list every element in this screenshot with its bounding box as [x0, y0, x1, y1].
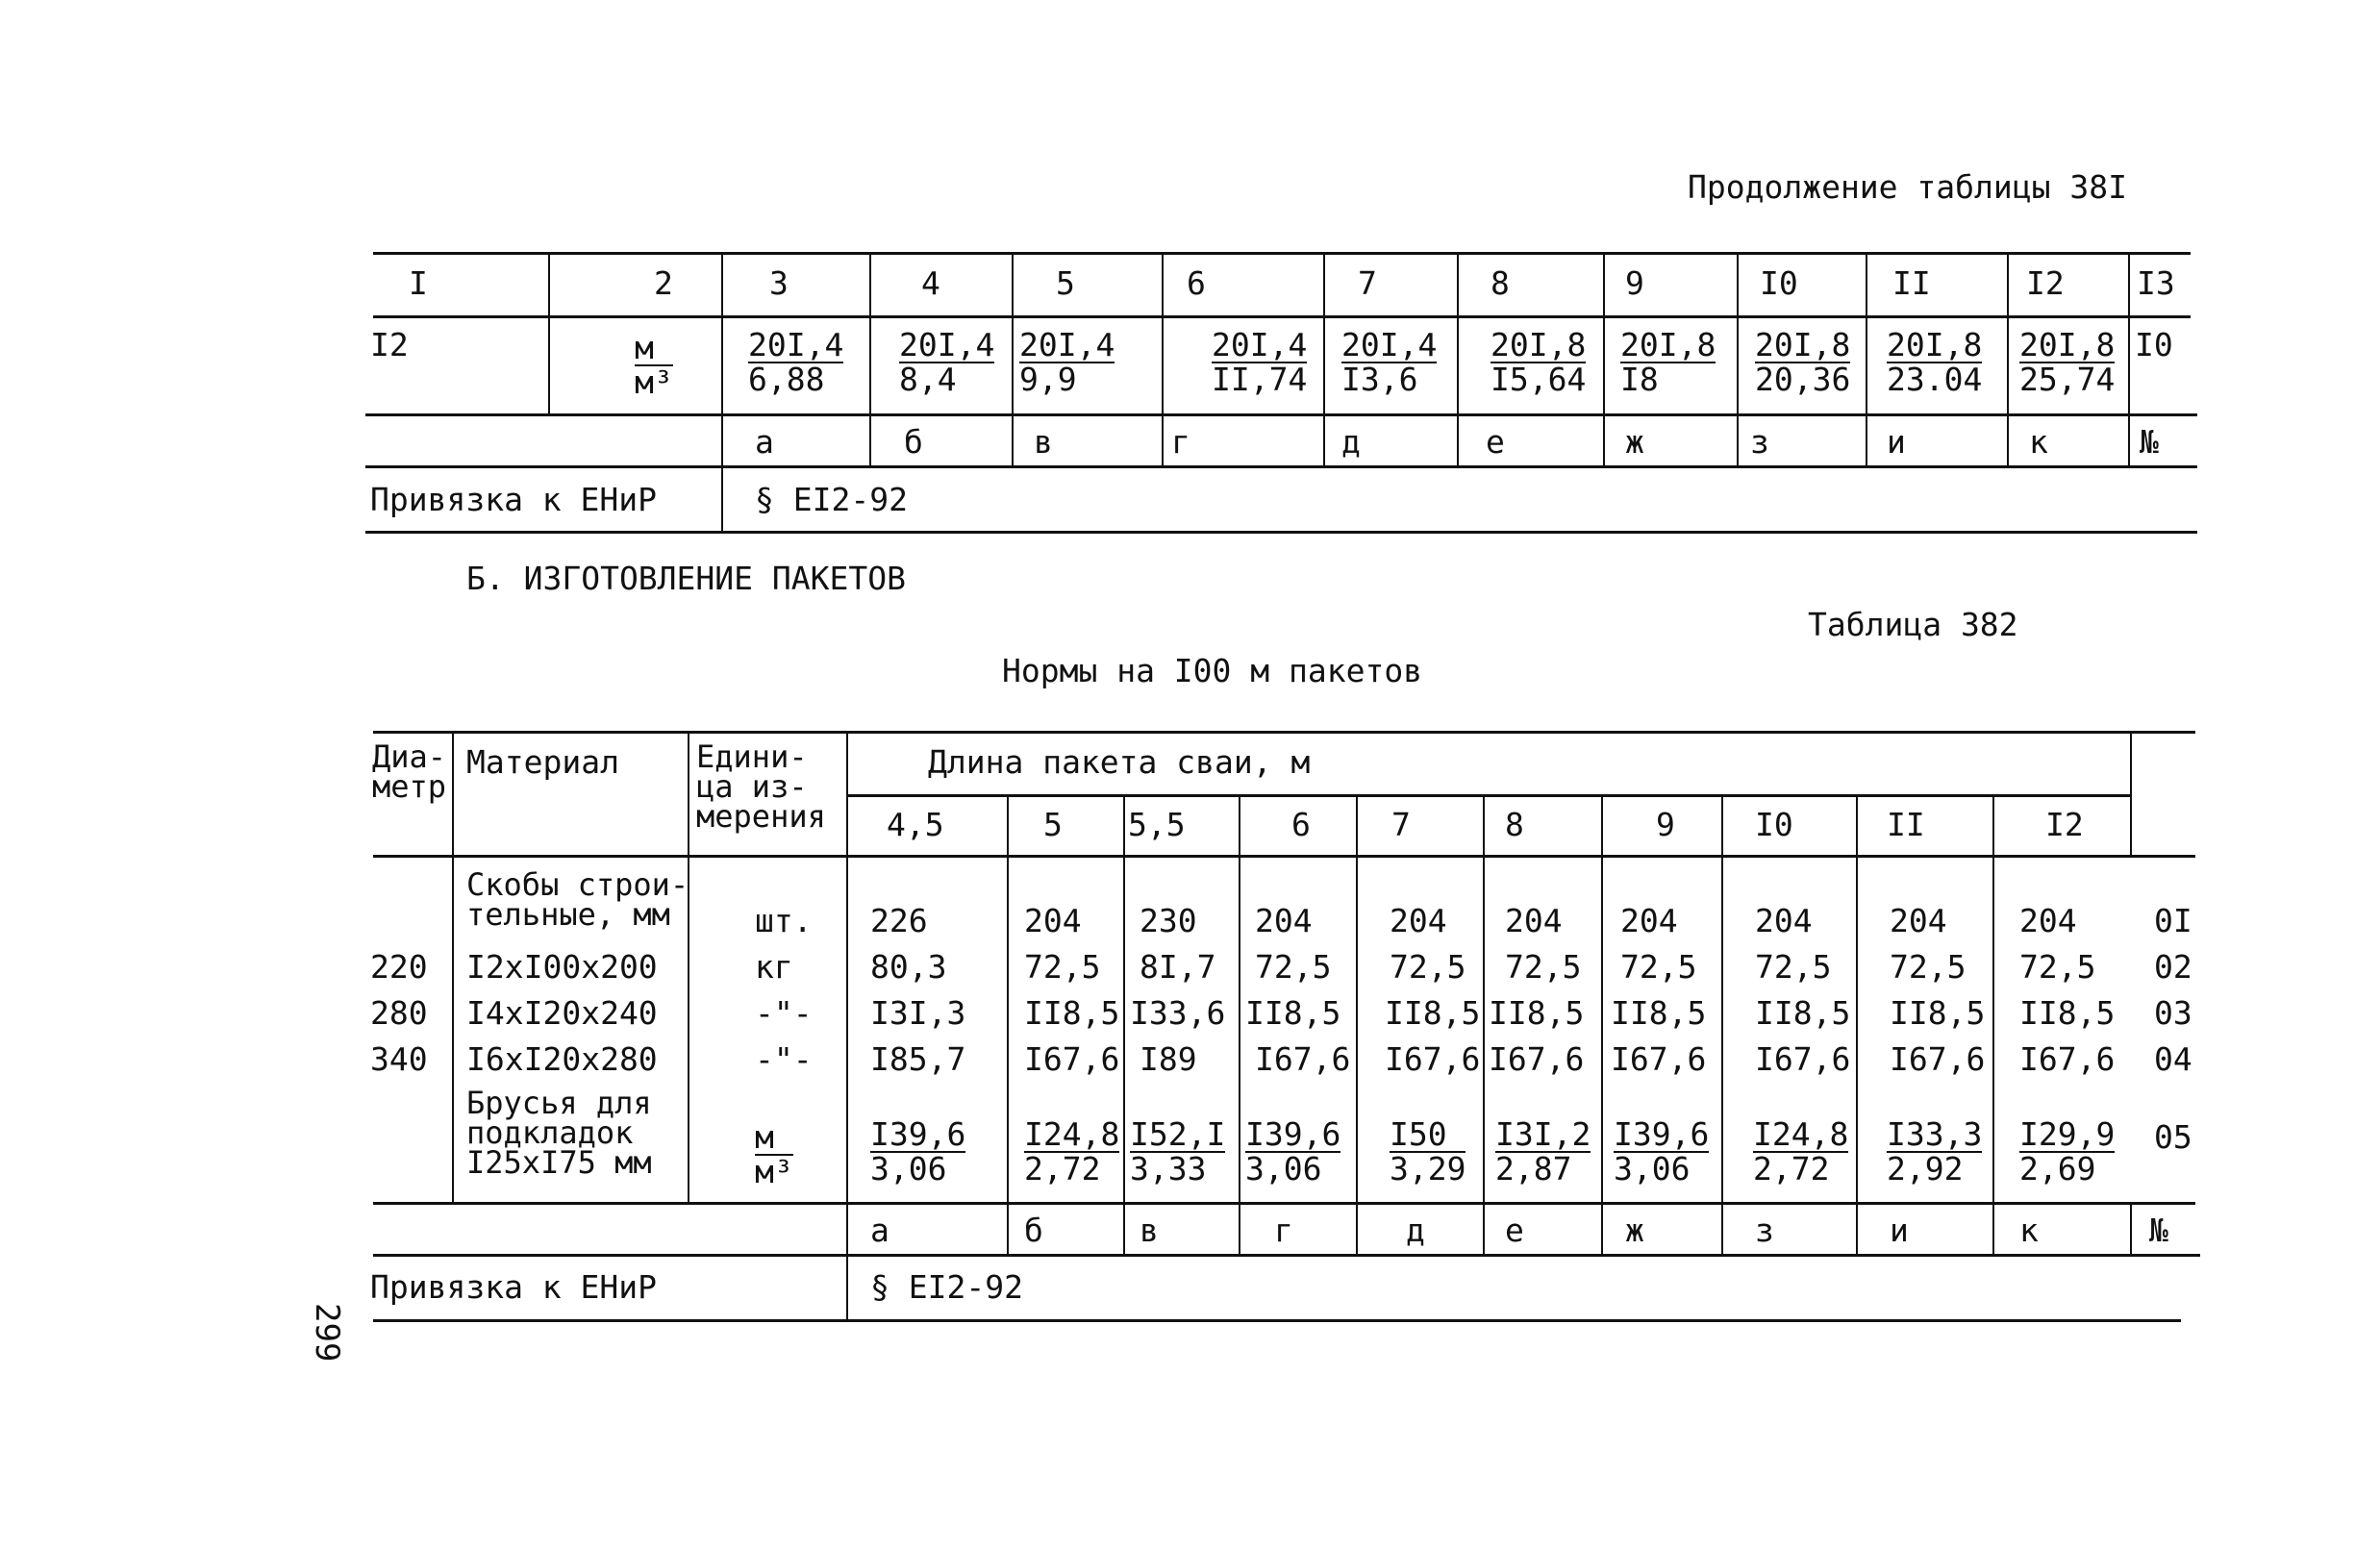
t382-letter: ж	[1625, 1212, 1644, 1249]
t381-value-z: $\frac{20I,8}{20,36}$	[1755, 326, 1851, 398]
t381-header-13: I3	[2137, 264, 2175, 302]
t381-value-e: $\frac{20I,8}{I5,64}$	[1491, 326, 1587, 398]
row-code: 03	[2154, 994, 2192, 1032]
header-unit: Едини- ца из- мерения	[696, 738, 826, 835]
row-value: I85,7	[870, 1040, 966, 1078]
beams-unit-fraction: м м³	[755, 1118, 793, 1190]
beams-value: $\frac{I3I,2}{2,87}$	[1495, 1115, 1591, 1188]
row-value: 204	[2019, 902, 2077, 939]
row-value: I67,6	[1489, 1040, 1585, 1078]
length-col: II	[1887, 806, 1925, 843]
length-col: 4,5	[887, 806, 944, 843]
header-material: Материал	[466, 743, 619, 781]
table-382-title: Таблица 382	[1808, 606, 2018, 643]
row-value: 204	[1255, 902, 1313, 939]
t381-binding-label: Привязка к ЕНиР	[370, 481, 658, 518]
t381-header-12: I2	[2026, 264, 2065, 302]
beams-value: $\frac{I50}{3,29}$	[1390, 1115, 1466, 1188]
length-col: 9	[1656, 806, 1675, 843]
length-col: 8	[1505, 806, 1524, 843]
length-col: I0	[1755, 806, 1793, 843]
row-unit: шт.	[755, 902, 813, 939]
row-value: II8,5	[1024, 994, 1120, 1032]
t381-header-4: 4	[921, 264, 940, 302]
length-col: 6	[1291, 806, 1311, 843]
t381-value-v: $\frac{20I,4}{9,9}$	[1019, 326, 1115, 398]
t381-value-k: $\frac{20I,8}{25,74}$	[2019, 326, 2116, 398]
t382-letter: е	[1505, 1212, 1524, 1249]
t381-header-5: 5	[1056, 264, 1075, 302]
t381-value-zh: $\frac{20I,8}{I8}$	[1620, 326, 1716, 398]
row-value: I67,6	[1024, 1040, 1120, 1078]
page-number: 299	[308, 1303, 346, 1362]
beams-value: $\frac{I39,6}{3,06}$	[1245, 1115, 1341, 1188]
table-382-subtitle: Нормы на I00 м пакетов	[1002, 652, 1423, 689]
row-value: I33,6	[1130, 994, 1226, 1032]
t382-binding-label: Привязка к ЕНиР	[370, 1268, 658, 1306]
t381-letter: в	[1034, 423, 1053, 461]
t381-header-1: I	[409, 264, 428, 302]
section-heading: Б. ИЗГОТОВЛЕНИЕ ПАКЕТОВ	[466, 560, 906, 597]
beams-material: Брусья для подкладок I25xI75 мм	[466, 1085, 652, 1181]
row-value: I67,6	[1611, 1040, 1707, 1078]
t381-value-g: $\frac{20I,4}{II,74}$	[1212, 326, 1308, 398]
t381-row-number: I2	[370, 326, 409, 363]
row-value: 8I,7	[1140, 948, 1216, 986]
beams-value: $\frac{I24,8}{2,72}$	[1024, 1115, 1120, 1188]
row-value: 72,5	[1755, 948, 1832, 986]
unit-numerator: м	[635, 332, 673, 366]
t381-letter: г	[1171, 423, 1190, 461]
row-value: 204	[1390, 902, 1447, 939]
length-col: 5	[1043, 806, 1063, 843]
row-value: 72,5	[1505, 948, 1582, 986]
row-material: Скобы строи- тельные, мм	[466, 866, 689, 933]
t382-letter: з	[1755, 1212, 1774, 1249]
beams-value: $\frac{I39,6}{3,06}$	[870, 1115, 966, 1188]
row-material: I6xI20x280	[466, 1040, 658, 1078]
row-diameter: 340	[370, 1040, 428, 1078]
row-value: I89	[1140, 1040, 1197, 1078]
row-value: 72,5	[1390, 948, 1466, 986]
row-value: 204	[1755, 902, 1813, 939]
t381-letter: б	[904, 423, 923, 461]
row-value: 204	[1505, 902, 1563, 939]
row-value: I67,6	[1255, 1040, 1351, 1078]
t381-letter: а	[755, 423, 774, 461]
t382-letter: №	[2149, 1212, 2168, 1249]
beams-value: $\frac{I24,8}{2,72}$	[1753, 1115, 1849, 1188]
row-value: II8,5	[1245, 994, 1341, 1032]
t382-letter: к	[2019, 1212, 2039, 1249]
t381-last-value: I0	[2135, 326, 2173, 363]
t381-letter: ж	[1625, 423, 1644, 461]
table-381-caption: Продолжение таблицы 38I	[1688, 168, 2127, 206]
row-diameter: 220	[370, 948, 428, 986]
row-value: II8,5	[1755, 994, 1851, 1032]
length-col: 7	[1391, 806, 1411, 843]
header-diameter: Диа- метр	[372, 738, 447, 805]
length-col: I2	[2045, 806, 2084, 843]
row-code: 0I	[2154, 902, 2192, 939]
row-value: II8,5	[1611, 994, 1707, 1032]
t382-letter: д	[1406, 1212, 1425, 1249]
t381-header-2: 2	[654, 264, 673, 302]
row-value: I67,6	[2019, 1040, 2116, 1078]
row-value: 80,3	[870, 948, 947, 986]
t381-letter: д	[1341, 423, 1361, 461]
t381-value-d: $\frac{20I,4}{I3,6}$	[1341, 326, 1438, 398]
t381-letter: и	[1887, 423, 1906, 461]
header-pile-length: Длина пакета сваи, м	[928, 743, 1311, 781]
row-value: 230	[1140, 902, 1197, 939]
row-value: II8,5	[1489, 994, 1585, 1032]
t381-letter: е	[1486, 423, 1505, 461]
row-value: 204	[1620, 902, 1678, 939]
row-code: 04	[2154, 1040, 2192, 1078]
row-value: I67,6	[1755, 1040, 1851, 1078]
t382-letter: б	[1024, 1212, 1043, 1249]
unit-denominator: м³	[635, 363, 673, 401]
beams-value: $\frac{I52,I}{3,33}$	[1130, 1115, 1226, 1188]
t381-header-3: 3	[769, 264, 789, 302]
t381-header-11: II	[1892, 264, 1931, 302]
row-value: 72,5	[1620, 948, 1697, 986]
row-value: I67,6	[1890, 1040, 1986, 1078]
t382-letter: а	[870, 1212, 889, 1249]
t381-value-b: $\frac{20I,4}{8,4}$	[899, 326, 995, 398]
t382-letter: г	[1274, 1212, 1293, 1249]
row-value: II8,5	[1385, 994, 1481, 1032]
beams-value: $\frac{I33,3}{2,92}$	[1887, 1115, 1983, 1188]
t381-value-a: $\frac{20I,4}{6,88}$	[748, 326, 844, 398]
row-code: 02	[2154, 948, 2192, 986]
row-unit: -"-	[755, 994, 813, 1032]
row-value: II8,5	[2019, 994, 2116, 1032]
beams-value: $\frac{I29,9}{2,69}$	[2019, 1115, 2116, 1188]
row-material: I4xI20x240	[466, 994, 658, 1032]
length-col: 5,5	[1128, 806, 1186, 843]
t382-letter: в	[1140, 1212, 1159, 1249]
row-value: I67,6	[1385, 1040, 1481, 1078]
t381-header-7: 7	[1358, 264, 1377, 302]
t382-binding-value: § EI2-92	[870, 1268, 1023, 1306]
row-value: 72,5	[1255, 948, 1332, 986]
row-value: 204	[1024, 902, 1082, 939]
t381-letter: з	[1750, 423, 1769, 461]
t381-value-i: $\frac{20I,8}{23.04}$	[1887, 326, 1983, 398]
t381-unit-fraction	[635, 329, 673, 401]
row-value: 72,5	[2019, 948, 2096, 986]
t381-header-9: 9	[1625, 264, 1644, 302]
row-diameter: 280	[370, 994, 428, 1032]
row-value: I3I,3	[870, 994, 966, 1032]
t381-header-10: I0	[1760, 264, 1798, 302]
t381-header-8: 8	[1491, 264, 1510, 302]
t381-letter: №	[2140, 423, 2159, 461]
t381-header-6: 6	[1187, 264, 1206, 302]
row-unit: -"-	[755, 1040, 813, 1078]
row-value: 72,5	[1024, 948, 1101, 986]
beams-value: $\frac{I39,6}{3,06}$	[1614, 1115, 1710, 1188]
row-value: II8,5	[1890, 994, 1986, 1032]
row-unit: кг	[755, 948, 793, 986]
row-value: 204	[1890, 902, 1947, 939]
row-material: I2xI00x200	[466, 948, 658, 986]
t381-binding-value: § EI2-92	[755, 481, 908, 518]
t382-letter: и	[1890, 1212, 1909, 1249]
beams-code: 05	[2154, 1118, 2192, 1156]
row-value: 226	[870, 902, 928, 939]
t381-letter: к	[2029, 423, 2048, 461]
row-value: 72,5	[1890, 948, 1967, 986]
